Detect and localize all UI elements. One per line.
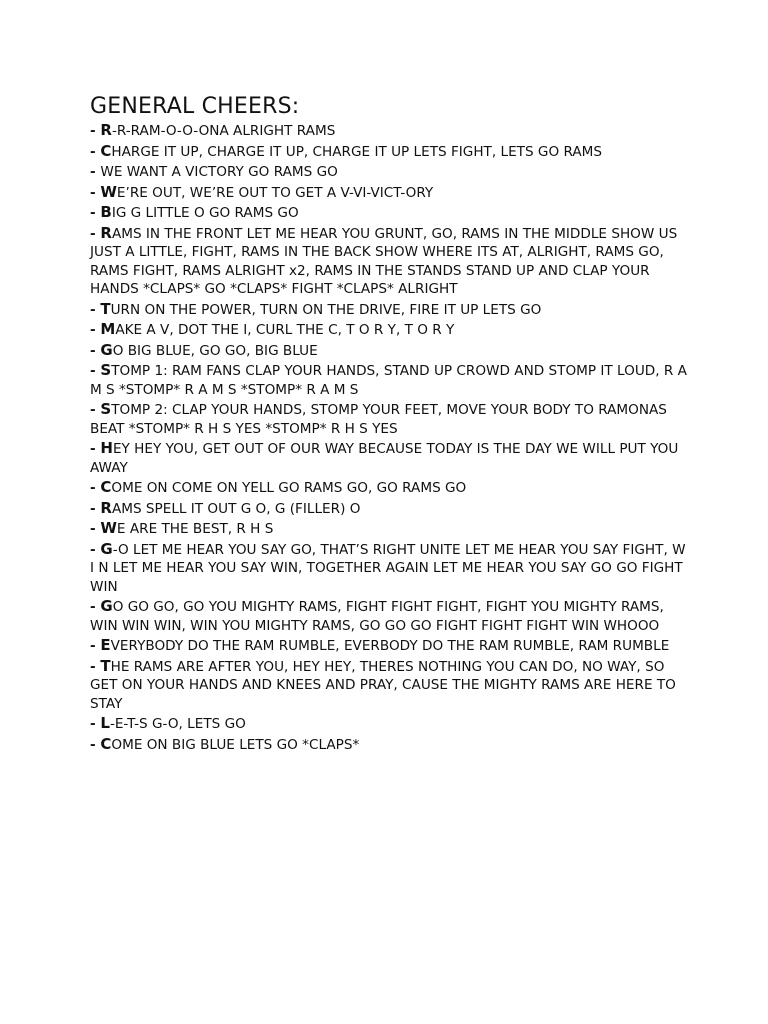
cheer-bullet-dash: - [90,441,101,457]
cheer-bullet-dash: - [90,716,101,732]
cheer-item [90,714,690,734]
cheer-bullet-dash: - [90,541,101,558]
cheer-item [90,400,690,438]
cheer-item [90,636,690,656]
cheer-initial-letter: S [100,361,112,379]
cheer-item [90,121,690,141]
cheer-text: OME ON COME ON YELL GO RAMS GO, GO RAMS GO [111,480,467,496]
cheer-bullet-dash: - [90,599,101,615]
cheer-bullet-dash: - [90,184,101,201]
cheer-item [90,320,690,340]
cheer-item [90,519,690,539]
cheer-text: AMS SPELL IT OUT G O, G (FILLER) O [111,500,361,517]
cheer-initial-letter: G [100,539,113,558]
cheer-initial-letter: W [100,519,117,537]
cheer-text: HE RAMS ARE AFTER YOU, HEY HEY, THERES NOTHING YOU CAN DO, NO WAY, SO GET ON YOUR HANDS AND KNEES AND PRAY, CAUSE THE MIGHTY RAMS ARE HERE TO STAY [90,658,676,712]
cheer-bullet-dash: - [90,123,101,139]
cheer-bullet-dash: - [90,342,101,359]
cheer-initial-letter: G [100,340,113,359]
cheer-bullet-dash: - [90,363,101,379]
cheer-text: VERYBODY DO THE RAM RUMBLE, EVERBODY DO THE RAM RUMBLE, RAM RUMBLE [110,638,670,654]
cheer-bullet-dash: - [90,521,101,537]
cheer-initial-letter: W [100,182,117,201]
cheer-bullet-dash: - [90,736,101,753]
cheer-bullet-dash: - [90,205,101,221]
cheer-initial-letter: H [100,439,113,457]
cheer-bullet-dash: - [90,225,101,242]
cheer-text: O BIG BLUE, GO GO, BIG BLUE [112,342,318,359]
cheer-item [90,162,690,182]
cheer-bullet-dash: - [90,658,101,675]
cheer-bullet-dash: - [90,402,101,418]
cheer-text: HARGE IT UP, CHARGE IT UP, CHARGE IT UP LETS FIGHT, LETS GO RAMS [111,143,603,160]
cheer-bullet-dash: - [90,164,101,180]
cheer-initial-letter: E [100,636,111,654]
cheer-text: AMS IN THE FRONT LET ME HEAR YOU GRUNT, GO, RAMS IN THE MIDDLE SHOW US JUST A LITTLE, FIGHT, RAMS IN THE BACK SHOW WHERE ITS AT, ALRIGHT, RAMS GO, RAMS FIGHT, RAMS ALRIGHT x2, RAMS IN THE STANDS STAND UP AND CLAP YOUR HANDS *CLAPS* GO *CLAPS* FIGHT *CLAPS* ALRIGHT [90,225,678,297]
cheer-initial-letter: R [100,223,112,242]
cheer-bullet-dash: - [90,638,101,654]
cheer-item [90,142,690,162]
cheer-initial-letter: T [100,656,111,675]
cheer-bullet-dash: - [90,500,101,517]
cheer-text: -E-T-S G-O, LETS GO [109,716,246,732]
cheer-bullet-dash: - [90,143,101,160]
cheer-text: EY HEY YOU, GET OUT OF OUR WAY BECAUSE TODAY IS THE DAY WE WILL PUT YOU AWAY [90,441,679,476]
cheer-text: AKE A V, DOT THE I, CURL THE C, T O R Y, T O R Y [115,322,455,338]
cheer-item [90,361,690,399]
cheer-item [90,478,690,498]
cheer-item [90,540,690,597]
cheer-text: O GO GO, GO YOU MIGHTY RAMS, FIGHT FIGHT FIGHT, FIGHT YOU MIGHTY RAMS, WIN WIN WIN, WIN YOU MIGHTY RAMS, GO GO GO FIGHT FIGHT FIGHT WIN WHOOO [90,599,664,634]
cheer-list [90,121,690,755]
cheer-item [90,657,690,714]
cheer-text: TOMP 1: RAM FANS CLAP YOUR HANDS, STAND UP CROWD AND STOMP IT LOUD, R A M S *STOMP* R A M S *STOMP* R A M S [90,363,687,398]
cheer-text: -R-RAM-O-O-ONA ALRIGHT RAMS [111,123,336,139]
cheer-text: E’RE OUT, WE’RE OUT TO GET A V-VI-VICT-ORY [116,184,434,201]
cheer-item [90,439,690,477]
cheer-initial-letter: B [100,203,112,221]
cheer-bullet-dash: - [90,480,101,496]
cheer-initial-letter: S [100,400,112,418]
cheer-initial-letter: R [100,498,112,517]
cheer-bullet-dash: - [90,301,101,318]
cheer-text: -O LET ME HEAR YOU SAY GO, THAT’S RIGHT UNITE LET ME HEAR YOU SAY FIGHT, W I N LET ME HEAR YOU SAY WIN, TOGETHER AGAIN LET ME HEAR YOU SAY GO GO FIGHT WIN [90,541,686,595]
cheer-item [90,499,690,519]
cheer-initial-letter: G [100,597,113,615]
cheer-bullet-dash: - [90,322,101,338]
cheer-initial-letter: C [100,734,112,753]
cheer-initial-letter: L [100,714,110,732]
cheer-item [90,183,690,203]
cheer-initial-letter: R [100,121,112,139]
cheer-item [90,224,690,299]
cheer-text: OME ON BIG BLUE LETS GO *CLAPS* [111,736,360,753]
cheer-text: E ARE THE BEST, R H S [116,521,274,537]
cheer-initial-letter: C [100,141,112,160]
cheer-item [90,597,690,635]
cheer-text: URN ON THE POWER, TURN ON THE DRIVE, FIRE IT UP LETS GO [110,301,542,318]
cheer-initial-letter: T [100,299,111,318]
cheer-text: IG G LITTLE O GO RAMS GO [111,205,299,221]
cheer-item [90,203,690,223]
cheer-text: WE WANT A VICTORY GO RAMS GO [100,164,338,180]
cheer-initial-letter: M [100,320,116,338]
page-title: GENERAL CHEERS: [90,94,300,119]
cheer-initial-letter: C [100,478,112,496]
cheer-text: TOMP 2: CLAP YOUR HANDS, STOMP YOUR FEET, MOVE YOUR BODY TO RAMONAS BEAT *STOMP* R H S YES *STOMP* R H S YES [90,402,667,437]
cheer-item [90,735,690,755]
cheer-item [90,300,690,320]
cheer-item [90,341,690,361]
